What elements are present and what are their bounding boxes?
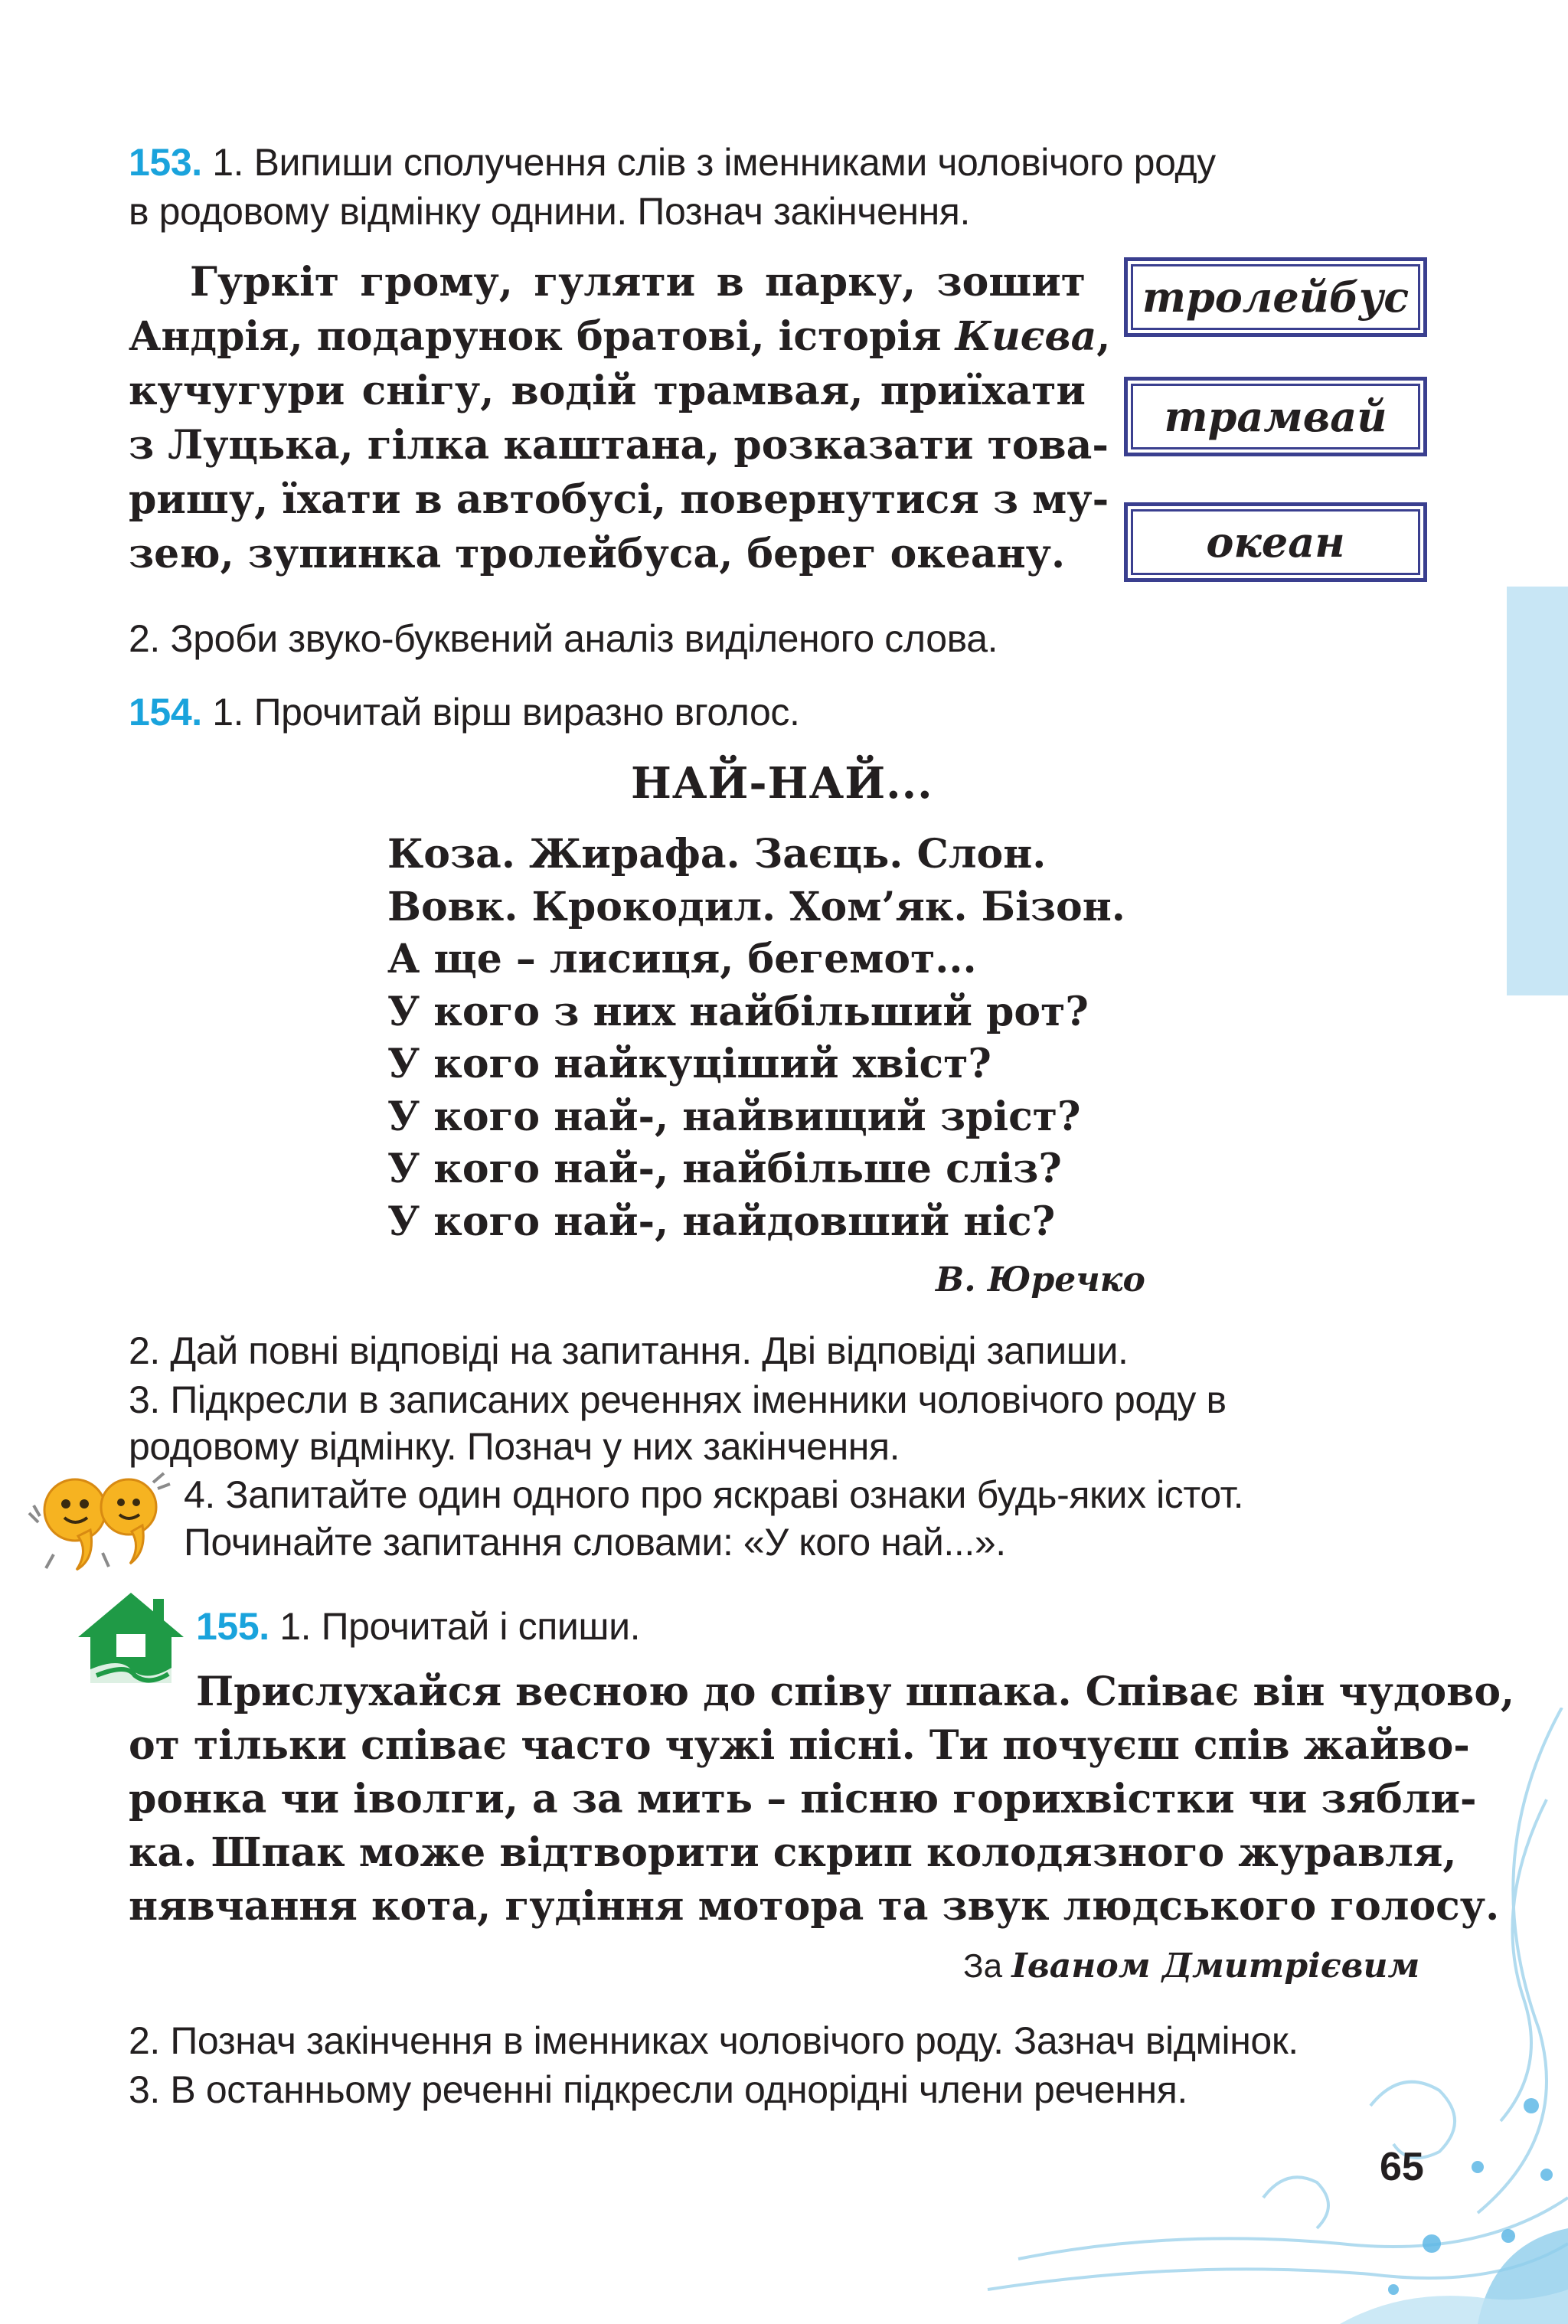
- poem-line: У кого найкуціший хвіст?: [387, 1041, 991, 1087]
- task-154-instruction-1: 154. 1. Прочитай вірш виразно вголос.: [129, 691, 800, 734]
- task-155-instruction-2: 2. Познач закінчення в іменниках чоловічого роду. Зазнач відмінок.: [129, 2019, 1298, 2062]
- poem: [387, 829, 1125, 1248]
- text-line: ришу, їхати в автобусі, повернутися з му-: [129, 476, 1109, 523]
- task-154-instruction-4b: Починайте запитання словами: «У кого най...».: [184, 1521, 1006, 1564]
- text-source: За Іваном Дмитрієвим: [963, 1946, 1420, 1986]
- task-154-instruction-3a: 3. Підкресли в записаних реченнях іменники чоловічого роду в: [129, 1378, 1227, 1421]
- task-154-number: 154.: [129, 691, 202, 734]
- task-154-instruction-2: 2. Дай повні відповіді на запитання. Дві відповіді запиши.: [129, 1329, 1129, 1372]
- text-line: ка. Шпак може відтворити скрип колодязного журавля,: [129, 1829, 1457, 1876]
- task-153-text: [129, 255, 1111, 581]
- poem-line: У кого з них найбільший рот?: [387, 988, 1089, 1035]
- task-154-instruction-4a: 4. Запитайте один одного про яскраві ознаки будь-яких істот.: [184, 1473, 1244, 1516]
- poem-author: В. Юречко: [936, 1260, 1145, 1299]
- word-box-tram: трамвай: [1124, 377, 1427, 456]
- text-line: Андрія, подарунок братові, історія Києва,: [129, 313, 1111, 360]
- task-153-instruction-2: в родовому відмінку однини. Познач закінчення.: [129, 190, 970, 233]
- poem-line: У кого най-, найдовший ніс?: [387, 1198, 1056, 1245]
- decorative-floral-swirl: [942, 1708, 1568, 2324]
- task-155-instruction-1: 155. 1. Прочитай і спиши.: [196, 1605, 641, 1648]
- poem-line: У кого най-, найбільше сліз?: [387, 1146, 1062, 1192]
- text-line: Гуркіт грому, гуляти в парку, зошит: [190, 259, 1086, 306]
- task-154-instruction-3b: родовому відмінку. Познач у них закінчення.: [129, 1425, 900, 1468]
- task-155-instruction-3: 3. В останньому реченні підкресли однорідні члени речення.: [129, 2068, 1187, 2111]
- word-box-ocean: океан: [1124, 502, 1427, 582]
- poem-line: Вовк. Крокодил. Хом’як. Бізон.: [387, 883, 1125, 930]
- poem-line: А ще – лисиця, бегемот...: [387, 936, 977, 982]
- sidebar-tab: [1507, 587, 1568, 995]
- text-line: нявчання кота, гудіння мотора та звук людського голосу.: [129, 1883, 1500, 1930]
- text-line: з Луцька, гілка каштана, розказати това-: [129, 422, 1109, 469]
- task-153-number: 153.: [129, 141, 202, 184]
- word-box-trolleybus: тролейбус: [1124, 257, 1427, 337]
- text-line: ронка чи іволги, а за мить – пісню горихвістки чи зябли-: [129, 1776, 1477, 1822]
- text-line: Прислухайся весною до співу шпака. Співає він чудово,: [196, 1669, 1515, 1715]
- page-number: 65: [1380, 2145, 1424, 2189]
- text-line: от тільки співає часто чужі пісні. Ти почуєш спів жайво-: [129, 1722, 1470, 1769]
- poem-line: У кого най-, найвищий зріст?: [387, 1093, 1081, 1140]
- text-line: кучугури снігу, водій трамвая, приїхати: [129, 368, 1086, 414]
- task-155-number: 155.: [196, 1605, 270, 1648]
- task-153-instruction-3: 2. Зроби звуко-буквений аналіз виділеного слова.: [129, 617, 998, 660]
- poem-line: Коза. Жирафа. Заєць. Слон.: [387, 831, 1047, 878]
- text-line: зею, зупинка тролейбуса, берег океану.: [129, 531, 1066, 577]
- task-153-instruction-1: 153. 1. Випиши сполучення слів з іменниками чоловічого роду: [129, 141, 1216, 184]
- poem-title: НАЙ-НАЙ...: [631, 758, 933, 809]
- pair-work-icon: [23, 1469, 176, 1576]
